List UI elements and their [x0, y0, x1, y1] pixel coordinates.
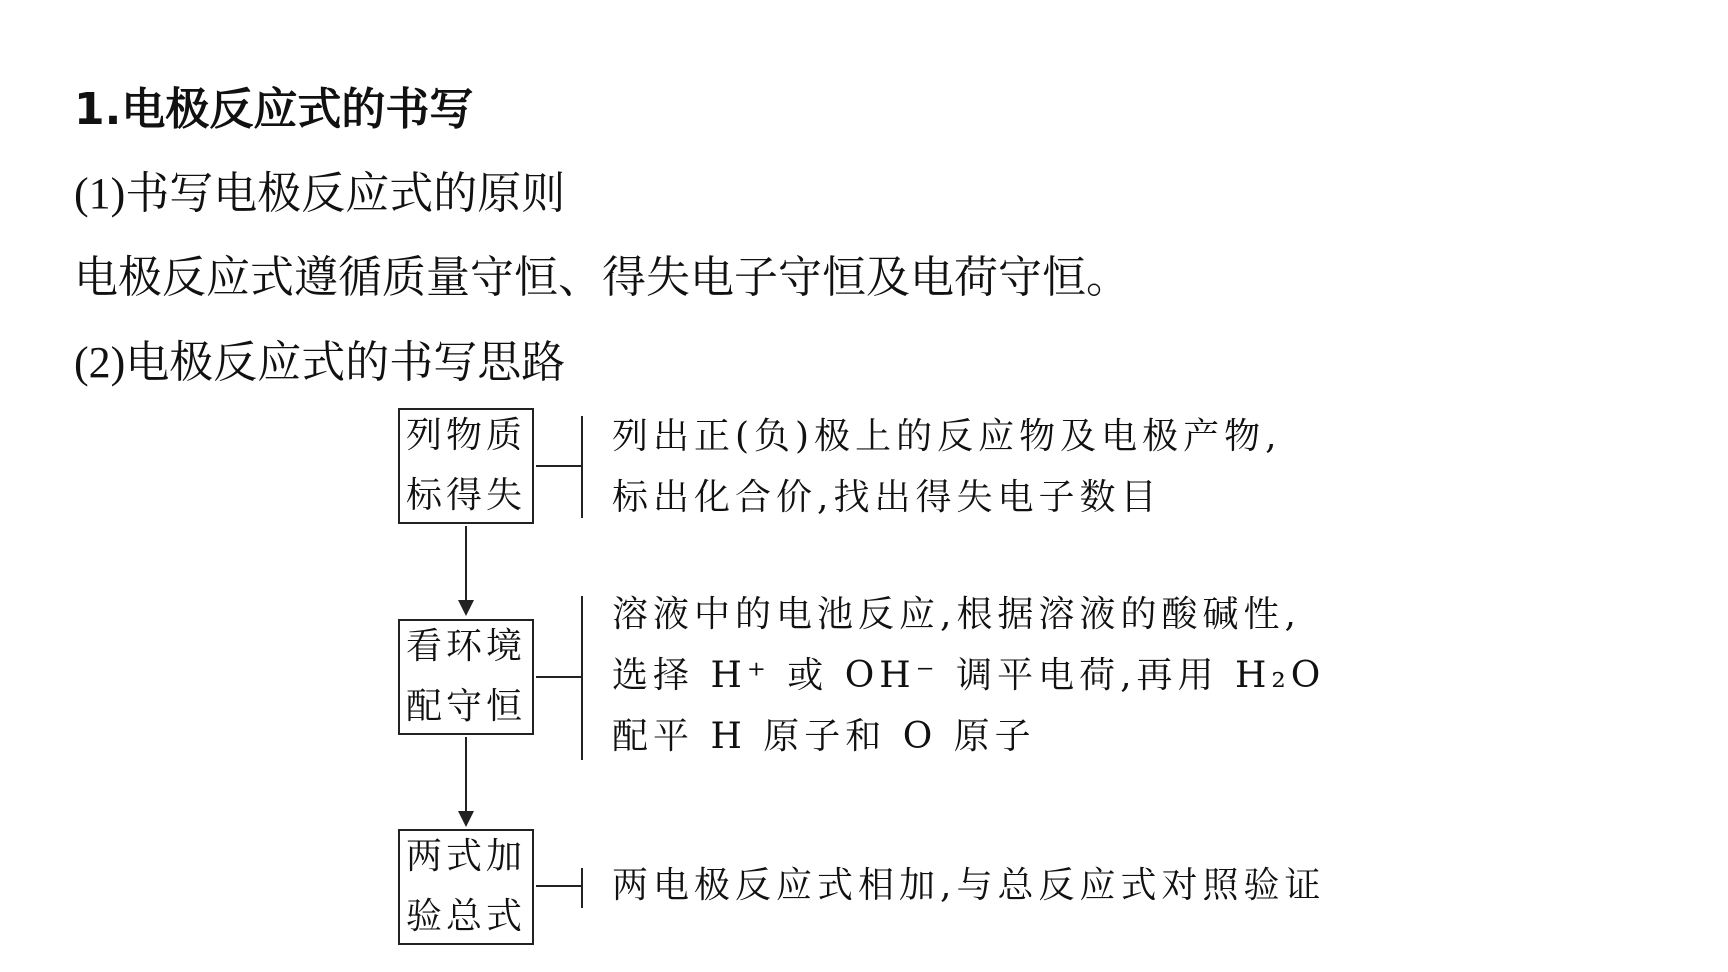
step-description-3	[612, 855, 1325, 916]
description-line: 选择 H⁺ 或 OH⁻ 调平电荷,再用 H₂O	[612, 655, 1326, 696]
step-box-line: 列物质	[405, 415, 526, 456]
connector-line	[536, 465, 582, 467]
description-line: 标出化合价,找出得失电子数目	[612, 477, 1162, 518]
step-description-2	[612, 584, 1325, 767]
subheading-title: 电极反应式的书写思路	[125, 337, 566, 388]
step-box-line: 两式加	[405, 836, 526, 877]
step-box-line: 标得失	[405, 475, 526, 516]
connector-line	[536, 676, 582, 678]
down-arrow-icon	[465, 526, 467, 614]
flow-step-box-3	[398, 829, 534, 945]
step-description-1	[612, 406, 1282, 528]
step-box-line: 验总式	[405, 896, 526, 937]
description-line: 溶液中的电池反应,根据溶液的酸碱性,	[612, 594, 1301, 635]
description-line: 两电极反应式相加,与总反应式对照验证	[612, 865, 1326, 906]
description-line: 列出正(负)极上的反应物及电极产物,	[612, 416, 1282, 457]
section-heading: 1.电极反应式的书写	[74, 84, 474, 135]
subheading-approach	[74, 333, 565, 393]
down-arrow-icon	[465, 737, 467, 825]
subheading-title: 书写电极反应式的原则	[125, 168, 566, 219]
bracket-line	[581, 596, 583, 760]
connector-line	[536, 885, 582, 887]
principle-text: 电极反应式遵循质量守恒、得失电子守恒及电荷守恒。	[74, 252, 1130, 303]
bracket-line	[581, 416, 583, 518]
step-box-line: 看环境	[405, 626, 526, 667]
flow-step-box-1	[398, 408, 534, 524]
subheading-number: (2)	[74, 338, 126, 387]
step-box-line: 配守恒	[405, 686, 526, 727]
description-line: 配平 H 原子和 O 原子	[612, 716, 1036, 757]
subheading-principle	[74, 164, 565, 224]
bracket-line	[581, 868, 583, 908]
flow-step-box-2	[398, 619, 534, 735]
subheading-number: (1)	[74, 169, 126, 218]
